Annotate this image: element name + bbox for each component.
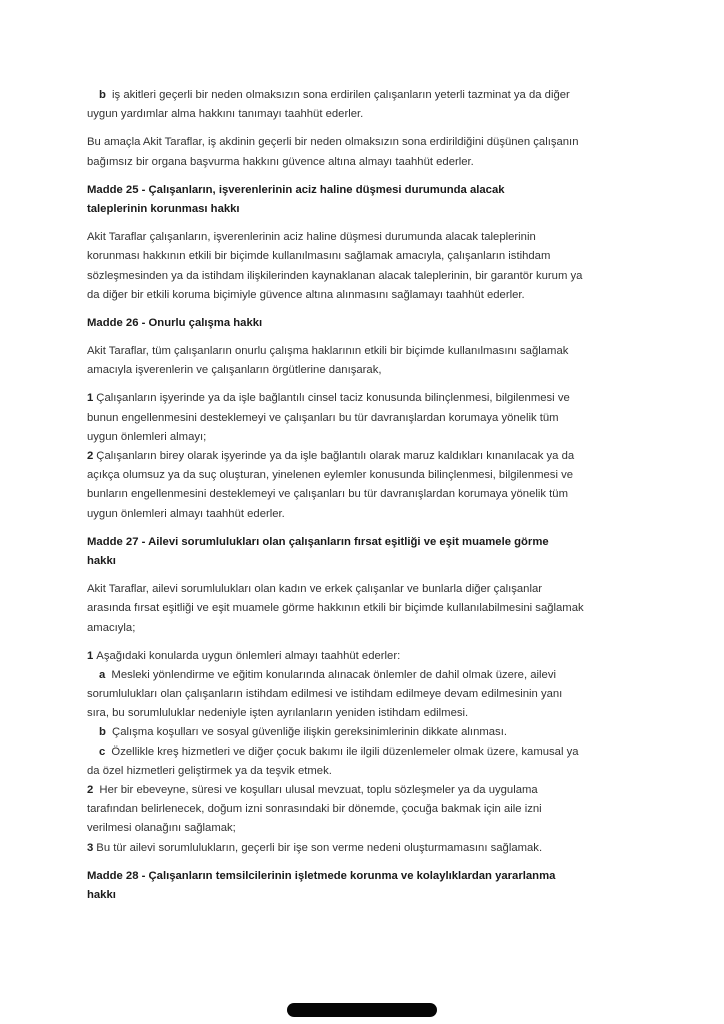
- text-line: a Mesleki yönlendirme ve eğitim konularında alınacak önlemler de dahil olmak üzere, ailevi: [99, 668, 556, 681]
- list-marker: 1: [87, 392, 94, 405]
- paragraph: [87, 228, 647, 305]
- list-marker: b: [99, 726, 110, 739]
- text-line: Madde 27 - Ailevi sorumlulukları olan çalışanların fırsat eşitliği ve eşit muamele görme: [87, 535, 549, 548]
- text-line: Akit Taraflar çalışanların, işverenlerinin aciz haline düşmesi durumunda alacak taleplerinin: [87, 231, 536, 244]
- list-marker: c: [99, 745, 109, 758]
- text-line: korunması hakkının etkili bir biçimde kullanılmasını sağlamak amacıyla, çalışanların istihdam: [87, 250, 551, 263]
- text-line: c Özellikle kreş hizmetleri ve diğer çocuk bakımı ile ilgili düzenlemeler olmak üzere, kamusal ya: [99, 745, 579, 758]
- list-marker: b: [99, 89, 110, 101]
- text-line: da özel hizmetleri geliştirmek ya da teşvik etmek.: [87, 764, 332, 777]
- list-marker: 1: [87, 649, 94, 662]
- text-line: 2 Çalışanların birey olarak işyerinde ya da işle bağlantılı olarak maruz kaldıkları kınanılacak ya da: [87, 450, 575, 462]
- text-line: Akit Taraflar, ailevi sorumlulukları olan kadın ve erkek çalışanlar ve bunlarla diğer çalışanlar: [87, 583, 543, 596]
- list-marker: 2: [87, 784, 97, 796]
- text-line: b Çalışma koşulları ve sosyal güvenliğe ilişkin gereksinimlerinin dikkate alınması.: [99, 726, 507, 739]
- text-line: uygun yardımlar alma hakkını tanımayı taahhüt ederler.: [87, 108, 364, 121]
- text-line: açıkça olumsuz ya da suç oluşturan, yinelenen eylemler konusunda bilinçlenmesi, bilgilenmesi ve: [87, 469, 574, 482]
- document-page: [87, 86, 647, 905]
- text-line: bağımsız bir organa başvurma hakkını güvence altına almayı taahhüt ederler.: [87, 155, 474, 168]
- text-line: 1 Aşağıdaki konularda uygun önlemleri almayı taahhüt ederler:: [87, 649, 401, 662]
- text-line: Madde 28 - Çalışanların temsilcilerinin işletmede korunma ve kolaylıklardan yararlanma: [87, 869, 556, 882]
- list-marker: 3: [87, 841, 94, 854]
- text-line: tarafından belirlenecek, doğum izni sonrasındaki bir dönemde, çocuğa bakmak için aile izni: [87, 803, 542, 816]
- article-heading: [87, 181, 647, 219]
- text-line: verilmesi olanağını sağlamak;: [87, 822, 236, 835]
- text-line: 3 Bu tür ailevi sorumlulukların, geçerli bir işe son verme nedeni oluşturmamasını sağlamak.: [87, 841, 543, 854]
- text-line: bunların engellenmesini desteklemeyi ve çalışanları bu tür davranışlardan korumaya yönelik tüm: [87, 488, 568, 501]
- text-line: bunun engellenmesini desteklemeyi ve çalışanları bu tür davranışlardan korumaya yönelik tüm: [87, 411, 559, 424]
- text-line: hakkı: [87, 554, 116, 567]
- text-line: sorumlulukları olan çalışanların istihdam edilmesi ve istihdam edilmeye devam edilmesinin yanı: [87, 688, 563, 701]
- text-line: Madde 25 - Çalışanların, işverenlerinin aciz haline düşmesi durumunda alacak: [87, 183, 505, 196]
- article-heading: [87, 867, 647, 905]
- paragraph: [87, 389, 647, 523]
- paragraph: [87, 86, 647, 124]
- article-heading: [87, 314, 647, 333]
- article-heading: [87, 533, 647, 571]
- text-line: 1 Çalışanların işyerinde ya da işle bağlantılı cinsel taciz konusunda bilinçlenmesi, bilgilenmesi ve: [87, 392, 570, 405]
- text-line: amacıyla işverenlerin ve çalışanların örgütlerine danışarak,: [87, 364, 382, 377]
- text-line: Bu amaçla Akit Taraflar, iş akdinin geçerli bir neden olmaksızın sona erdirildiğini düşünen çalışanın: [87, 136, 579, 149]
- text-line: sıra, bu sorumluluklar nedeniyle işten ayrılanların yeniden istihdam edilmesi.: [87, 707, 469, 720]
- home-indicator[interactable]: [287, 1003, 437, 1017]
- paragraph: [87, 133, 647, 171]
- paragraph: [87, 647, 647, 858]
- text-line: amacıyla;: [87, 621, 136, 634]
- paragraph: [87, 580, 647, 638]
- text-line: uygun önlemleri almayı taahhüt ederler.: [87, 507, 285, 520]
- text-line: 2 Her bir ebeveyne, süresi ve koşulları ulusal mevzuat, toplu sözleşmeler ya da uygulama: [87, 784, 538, 796]
- text-line: da diğer bir etkili koruma biçimiyle güvence altına alınmasını sağlamayı taahhüt ederler.: [87, 288, 525, 301]
- text-line: taleplerinin korunması hakkı: [87, 202, 240, 215]
- text-line: Akit Taraflar, tüm çalışanların onurlu çalışma haklarının etkili bir biçimde kullanılmasını sağlamak: [87, 345, 569, 358]
- text-line: b iş akitleri geçerli bir neden olmaksızın sona erdirilen çalışanların yeterli tazminat ya da diğer: [99, 89, 570, 101]
- text-line: Madde 26 - Onurlu çalışma hakkı: [87, 316, 263, 329]
- text-line: hakkı: [87, 888, 116, 901]
- text-line: uygun önlemleri almayı;: [87, 430, 207, 443]
- paragraph: [87, 342, 647, 380]
- text-line: arasında fırsat eşitliği ve eşit muamele görme hakkının etkili bir biçimde kullanılabilmesini sağlamak: [87, 602, 584, 615]
- list-marker: 2: [87, 450, 94, 462]
- list-marker: a: [99, 668, 109, 681]
- text-line: sözleşmesinden ya da istihdam ilişkilerinden kaynaklanan alacak taleplerinin, bir garantör kurum ya: [87, 269, 583, 282]
